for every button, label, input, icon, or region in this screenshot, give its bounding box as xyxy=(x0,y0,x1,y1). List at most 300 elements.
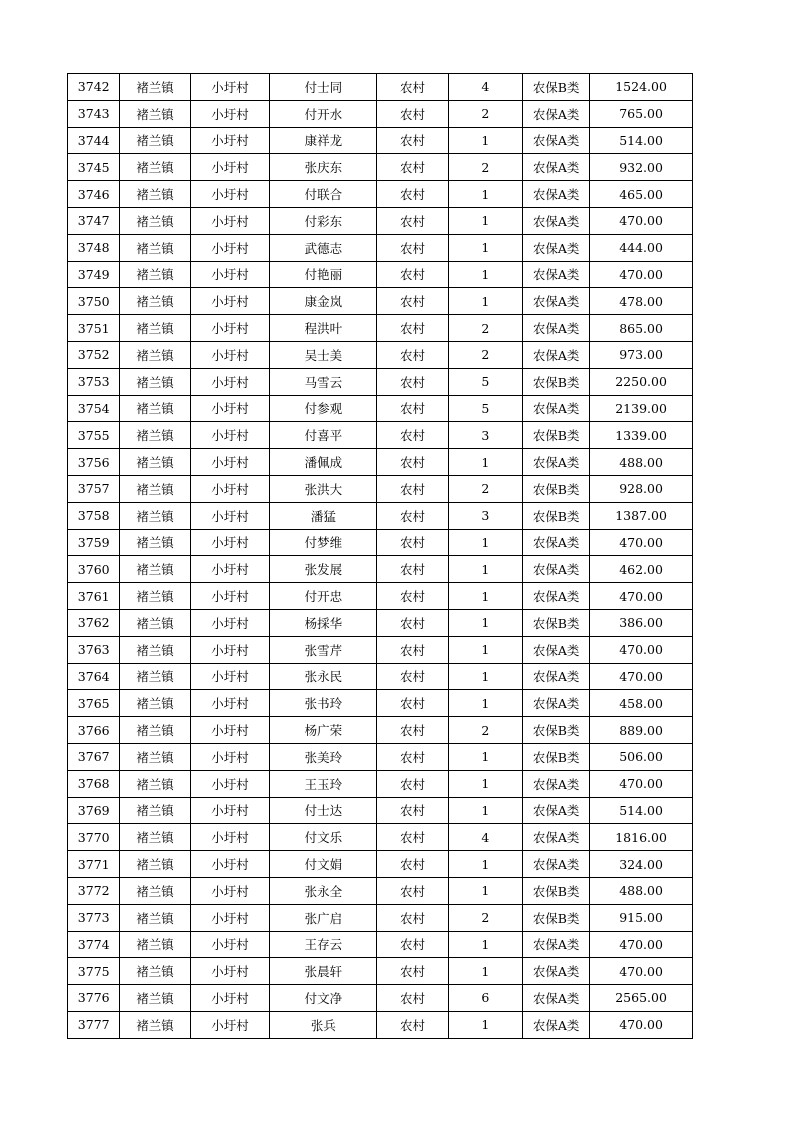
table-row xyxy=(68,261,693,288)
name-cell: 付士达 xyxy=(270,797,377,824)
record-number-cell: 3766 xyxy=(68,717,120,744)
town-cell: 褚兰镇 xyxy=(120,1011,190,1038)
category-cell: 农村 xyxy=(377,556,448,583)
record-number-cell: 3771 xyxy=(68,851,120,878)
record-number-cell: 3768 xyxy=(68,770,120,797)
amount-cell: 865.00 xyxy=(590,315,693,342)
table-row xyxy=(68,315,693,342)
name-cell: 吴士美 xyxy=(270,341,377,368)
name-cell: 武德志 xyxy=(270,234,377,261)
record-number-cell: 3760 xyxy=(68,556,120,583)
name-cell: 付喜平 xyxy=(270,422,377,449)
name-cell: 付参观 xyxy=(270,395,377,422)
amount-cell: 973.00 xyxy=(590,341,693,368)
town-cell: 褚兰镇 xyxy=(120,636,190,663)
table-row xyxy=(68,1011,693,1038)
category-cell: 农村 xyxy=(377,663,448,690)
table-row xyxy=(68,234,693,261)
household-size-cell: 2 xyxy=(448,904,522,931)
insurance-class-cell: 农保A类 xyxy=(523,127,590,154)
table-row xyxy=(68,931,693,958)
household-size-cell: 3 xyxy=(448,422,522,449)
village-cell: 小圩村 xyxy=(190,422,270,449)
household-size-cell: 1 xyxy=(448,931,522,958)
household-size-cell: 1 xyxy=(448,636,522,663)
village-cell: 小圩村 xyxy=(190,181,270,208)
village-cell: 小圩村 xyxy=(190,609,270,636)
name-cell: 付开忠 xyxy=(270,583,377,610)
household-size-cell: 2 xyxy=(448,100,522,127)
name-cell: 张书玲 xyxy=(270,690,377,717)
table-row xyxy=(68,207,693,234)
household-size-cell: 1 xyxy=(448,261,522,288)
table-row xyxy=(68,877,693,904)
table-row xyxy=(68,636,693,663)
amount-cell: 889.00 xyxy=(590,717,693,744)
category-cell: 农村 xyxy=(377,770,448,797)
village-cell: 小圩村 xyxy=(190,127,270,154)
amount-cell: 514.00 xyxy=(590,127,693,154)
insurance-class-cell: 农保B类 xyxy=(523,717,590,744)
table-row xyxy=(68,100,693,127)
village-cell: 小圩村 xyxy=(190,770,270,797)
category-cell: 农村 xyxy=(377,904,448,931)
village-cell: 小圩村 xyxy=(190,877,270,904)
amount-cell: 1816.00 xyxy=(590,824,693,851)
insurance-class-cell: 农保A类 xyxy=(523,261,590,288)
name-cell: 张永民 xyxy=(270,663,377,690)
record-number-cell: 3774 xyxy=(68,931,120,958)
household-size-cell: 5 xyxy=(448,395,522,422)
village-cell: 小圩村 xyxy=(190,341,270,368)
amount-cell: 932.00 xyxy=(590,154,693,181)
household-size-cell: 1 xyxy=(448,207,522,234)
table-row xyxy=(68,341,693,368)
village-cell: 小圩村 xyxy=(190,583,270,610)
town-cell: 褚兰镇 xyxy=(120,395,190,422)
insurance-class-cell: 农保A类 xyxy=(523,636,590,663)
amount-cell: 1387.00 xyxy=(590,502,693,529)
insurance-class-cell: 农保A类 xyxy=(523,449,590,476)
category-cell: 农村 xyxy=(377,985,448,1012)
record-number-cell: 3748 xyxy=(68,234,120,261)
town-cell: 褚兰镇 xyxy=(120,958,190,985)
amount-cell: 1339.00 xyxy=(590,422,693,449)
record-number-cell: 3776 xyxy=(68,985,120,1012)
town-cell: 褚兰镇 xyxy=(120,288,190,315)
village-cell: 小圩村 xyxy=(190,717,270,744)
record-number-cell: 3775 xyxy=(68,958,120,985)
amount-cell: 470.00 xyxy=(590,636,693,663)
village-cell: 小圩村 xyxy=(190,315,270,342)
table-row xyxy=(68,154,693,181)
village-cell: 小圩村 xyxy=(190,743,270,770)
record-number-cell: 3764 xyxy=(68,663,120,690)
household-size-cell: 1 xyxy=(448,770,522,797)
amount-cell: 470.00 xyxy=(590,261,693,288)
table-row xyxy=(68,395,693,422)
village-cell: 小圩村 xyxy=(190,234,270,261)
record-number-cell: 3770 xyxy=(68,824,120,851)
town-cell: 褚兰镇 xyxy=(120,315,190,342)
insurance-class-cell: 农保A类 xyxy=(523,288,590,315)
table-row xyxy=(68,904,693,931)
category-cell: 农村 xyxy=(377,154,448,181)
amount-cell: 470.00 xyxy=(590,207,693,234)
insurance-class-cell: 农保B类 xyxy=(523,502,590,529)
village-cell: 小圩村 xyxy=(190,288,270,315)
table-row xyxy=(68,824,693,851)
insurance-class-cell: 农保B类 xyxy=(523,609,590,636)
amount-cell: 470.00 xyxy=(590,931,693,958)
name-cell: 付文娟 xyxy=(270,851,377,878)
household-size-cell: 2 xyxy=(448,315,522,342)
table-row xyxy=(68,985,693,1012)
category-cell: 农村 xyxy=(377,636,448,663)
amount-cell: 324.00 xyxy=(590,851,693,878)
insurance-class-cell: 农保A类 xyxy=(523,341,590,368)
household-size-cell: 4 xyxy=(448,74,522,101)
record-number-cell: 3757 xyxy=(68,475,120,502)
amount-cell: 2565.00 xyxy=(590,985,693,1012)
record-number-cell: 3750 xyxy=(68,288,120,315)
village-cell: 小圩村 xyxy=(190,529,270,556)
village-cell: 小圩村 xyxy=(190,851,270,878)
name-cell: 付文乐 xyxy=(270,824,377,851)
name-cell: 杨广荣 xyxy=(270,717,377,744)
town-cell: 褚兰镇 xyxy=(120,475,190,502)
category-cell: 农村 xyxy=(377,743,448,770)
amount-cell: 1524.00 xyxy=(590,74,693,101)
village-cell: 小圩村 xyxy=(190,475,270,502)
table-row xyxy=(68,797,693,824)
town-cell: 褚兰镇 xyxy=(120,690,190,717)
village-cell: 小圩村 xyxy=(190,1011,270,1038)
household-size-cell: 1 xyxy=(448,851,522,878)
amount-cell: 462.00 xyxy=(590,556,693,583)
category-cell: 农村 xyxy=(377,449,448,476)
amount-cell: 2139.00 xyxy=(590,395,693,422)
amount-cell: 444.00 xyxy=(590,234,693,261)
table-row xyxy=(68,609,693,636)
name-cell: 付开水 xyxy=(270,100,377,127)
category-cell: 农村 xyxy=(377,958,448,985)
category-cell: 农村 xyxy=(377,315,448,342)
household-size-cell: 1 xyxy=(448,556,522,583)
household-size-cell: 6 xyxy=(448,985,522,1012)
category-cell: 农村 xyxy=(377,422,448,449)
amount-cell: 458.00 xyxy=(590,690,693,717)
household-size-cell: 1 xyxy=(448,288,522,315)
insurance-class-cell: 农保A类 xyxy=(523,985,590,1012)
name-cell: 张晨轩 xyxy=(270,958,377,985)
insurance-class-cell: 农保A类 xyxy=(523,207,590,234)
name-cell: 张永全 xyxy=(270,877,377,904)
name-cell: 康金岚 xyxy=(270,288,377,315)
name-cell: 张美玲 xyxy=(270,743,377,770)
record-number-cell: 3749 xyxy=(68,261,120,288)
village-cell: 小圩村 xyxy=(190,74,270,101)
category-cell: 农村 xyxy=(377,797,448,824)
household-size-cell: 1 xyxy=(448,181,522,208)
insurance-class-cell: 农保B类 xyxy=(523,422,590,449)
table-row xyxy=(68,288,693,315)
village-cell: 小圩村 xyxy=(190,449,270,476)
household-size-cell: 1 xyxy=(448,583,522,610)
village-cell: 小圩村 xyxy=(190,636,270,663)
insurance-class-cell: 农保A类 xyxy=(523,770,590,797)
insurance-class-cell: 农保A类 xyxy=(523,529,590,556)
insurance-class-cell: 农保A类 xyxy=(523,583,590,610)
village-cell: 小圩村 xyxy=(190,904,270,931)
household-size-cell: 1 xyxy=(448,449,522,476)
name-cell: 张兵 xyxy=(270,1011,377,1038)
amount-cell: 915.00 xyxy=(590,904,693,931)
record-number-cell: 3772 xyxy=(68,877,120,904)
name-cell: 张庆东 xyxy=(270,154,377,181)
amount-cell: 470.00 xyxy=(590,529,693,556)
category-cell: 农村 xyxy=(377,395,448,422)
record-number-cell: 3767 xyxy=(68,743,120,770)
insurance-class-cell: 农保A类 xyxy=(523,315,590,342)
name-cell: 康祥龙 xyxy=(270,127,377,154)
household-size-cell: 2 xyxy=(448,341,522,368)
record-number-cell: 3752 xyxy=(68,341,120,368)
name-cell: 张洪大 xyxy=(270,475,377,502)
town-cell: 褚兰镇 xyxy=(120,985,190,1012)
household-size-cell: 1 xyxy=(448,663,522,690)
category-cell: 农村 xyxy=(377,717,448,744)
insurance-class-cell: 农保B类 xyxy=(523,74,590,101)
town-cell: 褚兰镇 xyxy=(120,609,190,636)
amount-cell: 478.00 xyxy=(590,288,693,315)
name-cell: 程洪叶 xyxy=(270,315,377,342)
town-cell: 褚兰镇 xyxy=(120,583,190,610)
insurance-class-cell: 农保A类 xyxy=(523,851,590,878)
amount-cell: 386.00 xyxy=(590,609,693,636)
category-cell: 农村 xyxy=(377,127,448,154)
town-cell: 褚兰镇 xyxy=(120,449,190,476)
village-cell: 小圩村 xyxy=(190,100,270,127)
category-cell: 农村 xyxy=(377,877,448,904)
category-cell: 农村 xyxy=(377,1011,448,1038)
village-cell: 小圩村 xyxy=(190,931,270,958)
insurance-class-cell: 农保B类 xyxy=(523,475,590,502)
town-cell: 褚兰镇 xyxy=(120,261,190,288)
table-row xyxy=(68,583,693,610)
record-number-cell: 3773 xyxy=(68,904,120,931)
household-size-cell: 1 xyxy=(448,234,522,261)
village-cell: 小圩村 xyxy=(190,368,270,395)
record-number-cell: 3742 xyxy=(68,74,120,101)
category-cell: 农村 xyxy=(377,583,448,610)
table-row xyxy=(68,556,693,583)
town-cell: 褚兰镇 xyxy=(120,207,190,234)
table-row xyxy=(68,663,693,690)
category-cell: 农村 xyxy=(377,502,448,529)
category-cell: 农村 xyxy=(377,690,448,717)
table-row xyxy=(68,851,693,878)
name-cell: 付文净 xyxy=(270,985,377,1012)
record-number-cell: 3754 xyxy=(68,395,120,422)
category-cell: 农村 xyxy=(377,609,448,636)
village-cell: 小圩村 xyxy=(190,261,270,288)
insurance-class-cell: 农保A类 xyxy=(523,395,590,422)
town-cell: 褚兰镇 xyxy=(120,556,190,583)
town-cell: 褚兰镇 xyxy=(120,154,190,181)
town-cell: 褚兰镇 xyxy=(120,824,190,851)
record-number-cell: 3777 xyxy=(68,1011,120,1038)
table-row xyxy=(68,475,693,502)
insurance-class-cell: 农保A类 xyxy=(523,663,590,690)
amount-cell: 465.00 xyxy=(590,181,693,208)
record-number-cell: 3769 xyxy=(68,797,120,824)
insurance-class-cell: 农保B类 xyxy=(523,904,590,931)
category-cell: 农村 xyxy=(377,288,448,315)
category-cell: 农村 xyxy=(377,529,448,556)
town-cell: 褚兰镇 xyxy=(120,127,190,154)
village-cell: 小圩村 xyxy=(190,797,270,824)
name-cell: 王存云 xyxy=(270,931,377,958)
village-cell: 小圩村 xyxy=(190,502,270,529)
record-number-cell: 3765 xyxy=(68,690,120,717)
table-row xyxy=(68,958,693,985)
insurance-class-cell: 农保A类 xyxy=(523,181,590,208)
insurance-class-cell: 农保A类 xyxy=(523,154,590,181)
household-size-cell: 1 xyxy=(448,743,522,770)
household-size-cell: 1 xyxy=(448,797,522,824)
village-cell: 小圩村 xyxy=(190,663,270,690)
household-size-cell: 1 xyxy=(448,877,522,904)
record-number-cell: 3759 xyxy=(68,529,120,556)
category-cell: 农村 xyxy=(377,368,448,395)
town-cell: 褚兰镇 xyxy=(120,74,190,101)
category-cell: 农村 xyxy=(377,341,448,368)
insurance-class-cell: 农保A类 xyxy=(523,797,590,824)
category-cell: 农村 xyxy=(377,207,448,234)
name-cell: 付联合 xyxy=(270,181,377,208)
village-cell: 小圩村 xyxy=(190,958,270,985)
insurance-class-cell: 农保B类 xyxy=(523,877,590,904)
category-cell: 农村 xyxy=(377,475,448,502)
record-number-cell: 3745 xyxy=(68,154,120,181)
village-cell: 小圩村 xyxy=(190,395,270,422)
insurance-class-cell: 农保B类 xyxy=(523,368,590,395)
amount-cell: 765.00 xyxy=(590,100,693,127)
village-cell: 小圩村 xyxy=(190,985,270,1012)
record-number-cell: 3756 xyxy=(68,449,120,476)
household-size-cell: 1 xyxy=(448,609,522,636)
town-cell: 褚兰镇 xyxy=(120,851,190,878)
village-cell: 小圩村 xyxy=(190,556,270,583)
town-cell: 褚兰镇 xyxy=(120,368,190,395)
table-row xyxy=(68,368,693,395)
name-cell: 付艳丽 xyxy=(270,261,377,288)
category-cell: 农村 xyxy=(377,824,448,851)
record-number-cell: 3753 xyxy=(68,368,120,395)
record-number-cell: 3747 xyxy=(68,207,120,234)
record-number-cell: 3758 xyxy=(68,502,120,529)
amount-cell: 470.00 xyxy=(590,958,693,985)
insurance-class-cell: 农保A类 xyxy=(523,556,590,583)
table-row xyxy=(68,449,693,476)
amount-cell: 928.00 xyxy=(590,475,693,502)
category-cell: 农村 xyxy=(377,261,448,288)
table-row xyxy=(68,690,693,717)
table-row xyxy=(68,529,693,556)
insurance-class-cell: 农保A类 xyxy=(523,958,590,985)
name-cell: 杨採华 xyxy=(270,609,377,636)
household-size-cell: 2 xyxy=(448,154,522,181)
village-cell: 小圩村 xyxy=(190,824,270,851)
household-size-cell: 4 xyxy=(448,824,522,851)
record-number-cell: 3744 xyxy=(68,127,120,154)
table-row xyxy=(68,770,693,797)
village-cell: 小圩村 xyxy=(190,154,270,181)
amount-cell: 470.00 xyxy=(590,663,693,690)
name-cell: 付梦维 xyxy=(270,529,377,556)
table-row xyxy=(68,127,693,154)
category-cell: 农村 xyxy=(377,181,448,208)
town-cell: 褚兰镇 xyxy=(120,797,190,824)
town-cell: 褚兰镇 xyxy=(120,931,190,958)
household-size-cell: 1 xyxy=(448,529,522,556)
town-cell: 褚兰镇 xyxy=(120,663,190,690)
record-number-cell: 3763 xyxy=(68,636,120,663)
amount-cell: 488.00 xyxy=(590,449,693,476)
amount-cell: 488.00 xyxy=(590,877,693,904)
town-cell: 褚兰镇 xyxy=(120,502,190,529)
category-cell: 农村 xyxy=(377,851,448,878)
town-cell: 褚兰镇 xyxy=(120,181,190,208)
town-cell: 褚兰镇 xyxy=(120,904,190,931)
amount-cell: 2250.00 xyxy=(590,368,693,395)
household-size-cell: 1 xyxy=(448,1011,522,1038)
village-cell: 小圩村 xyxy=(190,207,270,234)
record-number-cell: 3751 xyxy=(68,315,120,342)
record-number-cell: 3743 xyxy=(68,100,120,127)
category-cell: 农村 xyxy=(377,74,448,101)
town-cell: 褚兰镇 xyxy=(120,341,190,368)
household-size-cell: 2 xyxy=(448,717,522,744)
name-cell: 王玉玲 xyxy=(270,770,377,797)
amount-cell: 470.00 xyxy=(590,1011,693,1038)
amount-cell: 470.00 xyxy=(590,770,693,797)
town-cell: 褚兰镇 xyxy=(120,717,190,744)
name-cell: 潘佩成 xyxy=(270,449,377,476)
insurance-class-cell: 农保A类 xyxy=(523,234,590,261)
town-cell: 褚兰镇 xyxy=(120,529,190,556)
amount-cell: 506.00 xyxy=(590,743,693,770)
name-cell: 付士同 xyxy=(270,74,377,101)
town-cell: 褚兰镇 xyxy=(120,100,190,127)
name-cell: 张雪芹 xyxy=(270,636,377,663)
record-number-cell: 3762 xyxy=(68,609,120,636)
table-row xyxy=(68,502,693,529)
table-row xyxy=(68,717,693,744)
insurance-class-cell: 农保A类 xyxy=(523,690,590,717)
household-size-cell: 2 xyxy=(448,475,522,502)
category-cell: 农村 xyxy=(377,234,448,261)
table-body xyxy=(68,74,693,1039)
name-cell: 付彩东 xyxy=(270,207,377,234)
household-size-cell: 1 xyxy=(448,127,522,154)
category-cell: 农村 xyxy=(377,931,448,958)
table-row xyxy=(68,422,693,449)
table-row xyxy=(68,181,693,208)
town-cell: 褚兰镇 xyxy=(120,770,190,797)
amount-cell: 514.00 xyxy=(590,797,693,824)
